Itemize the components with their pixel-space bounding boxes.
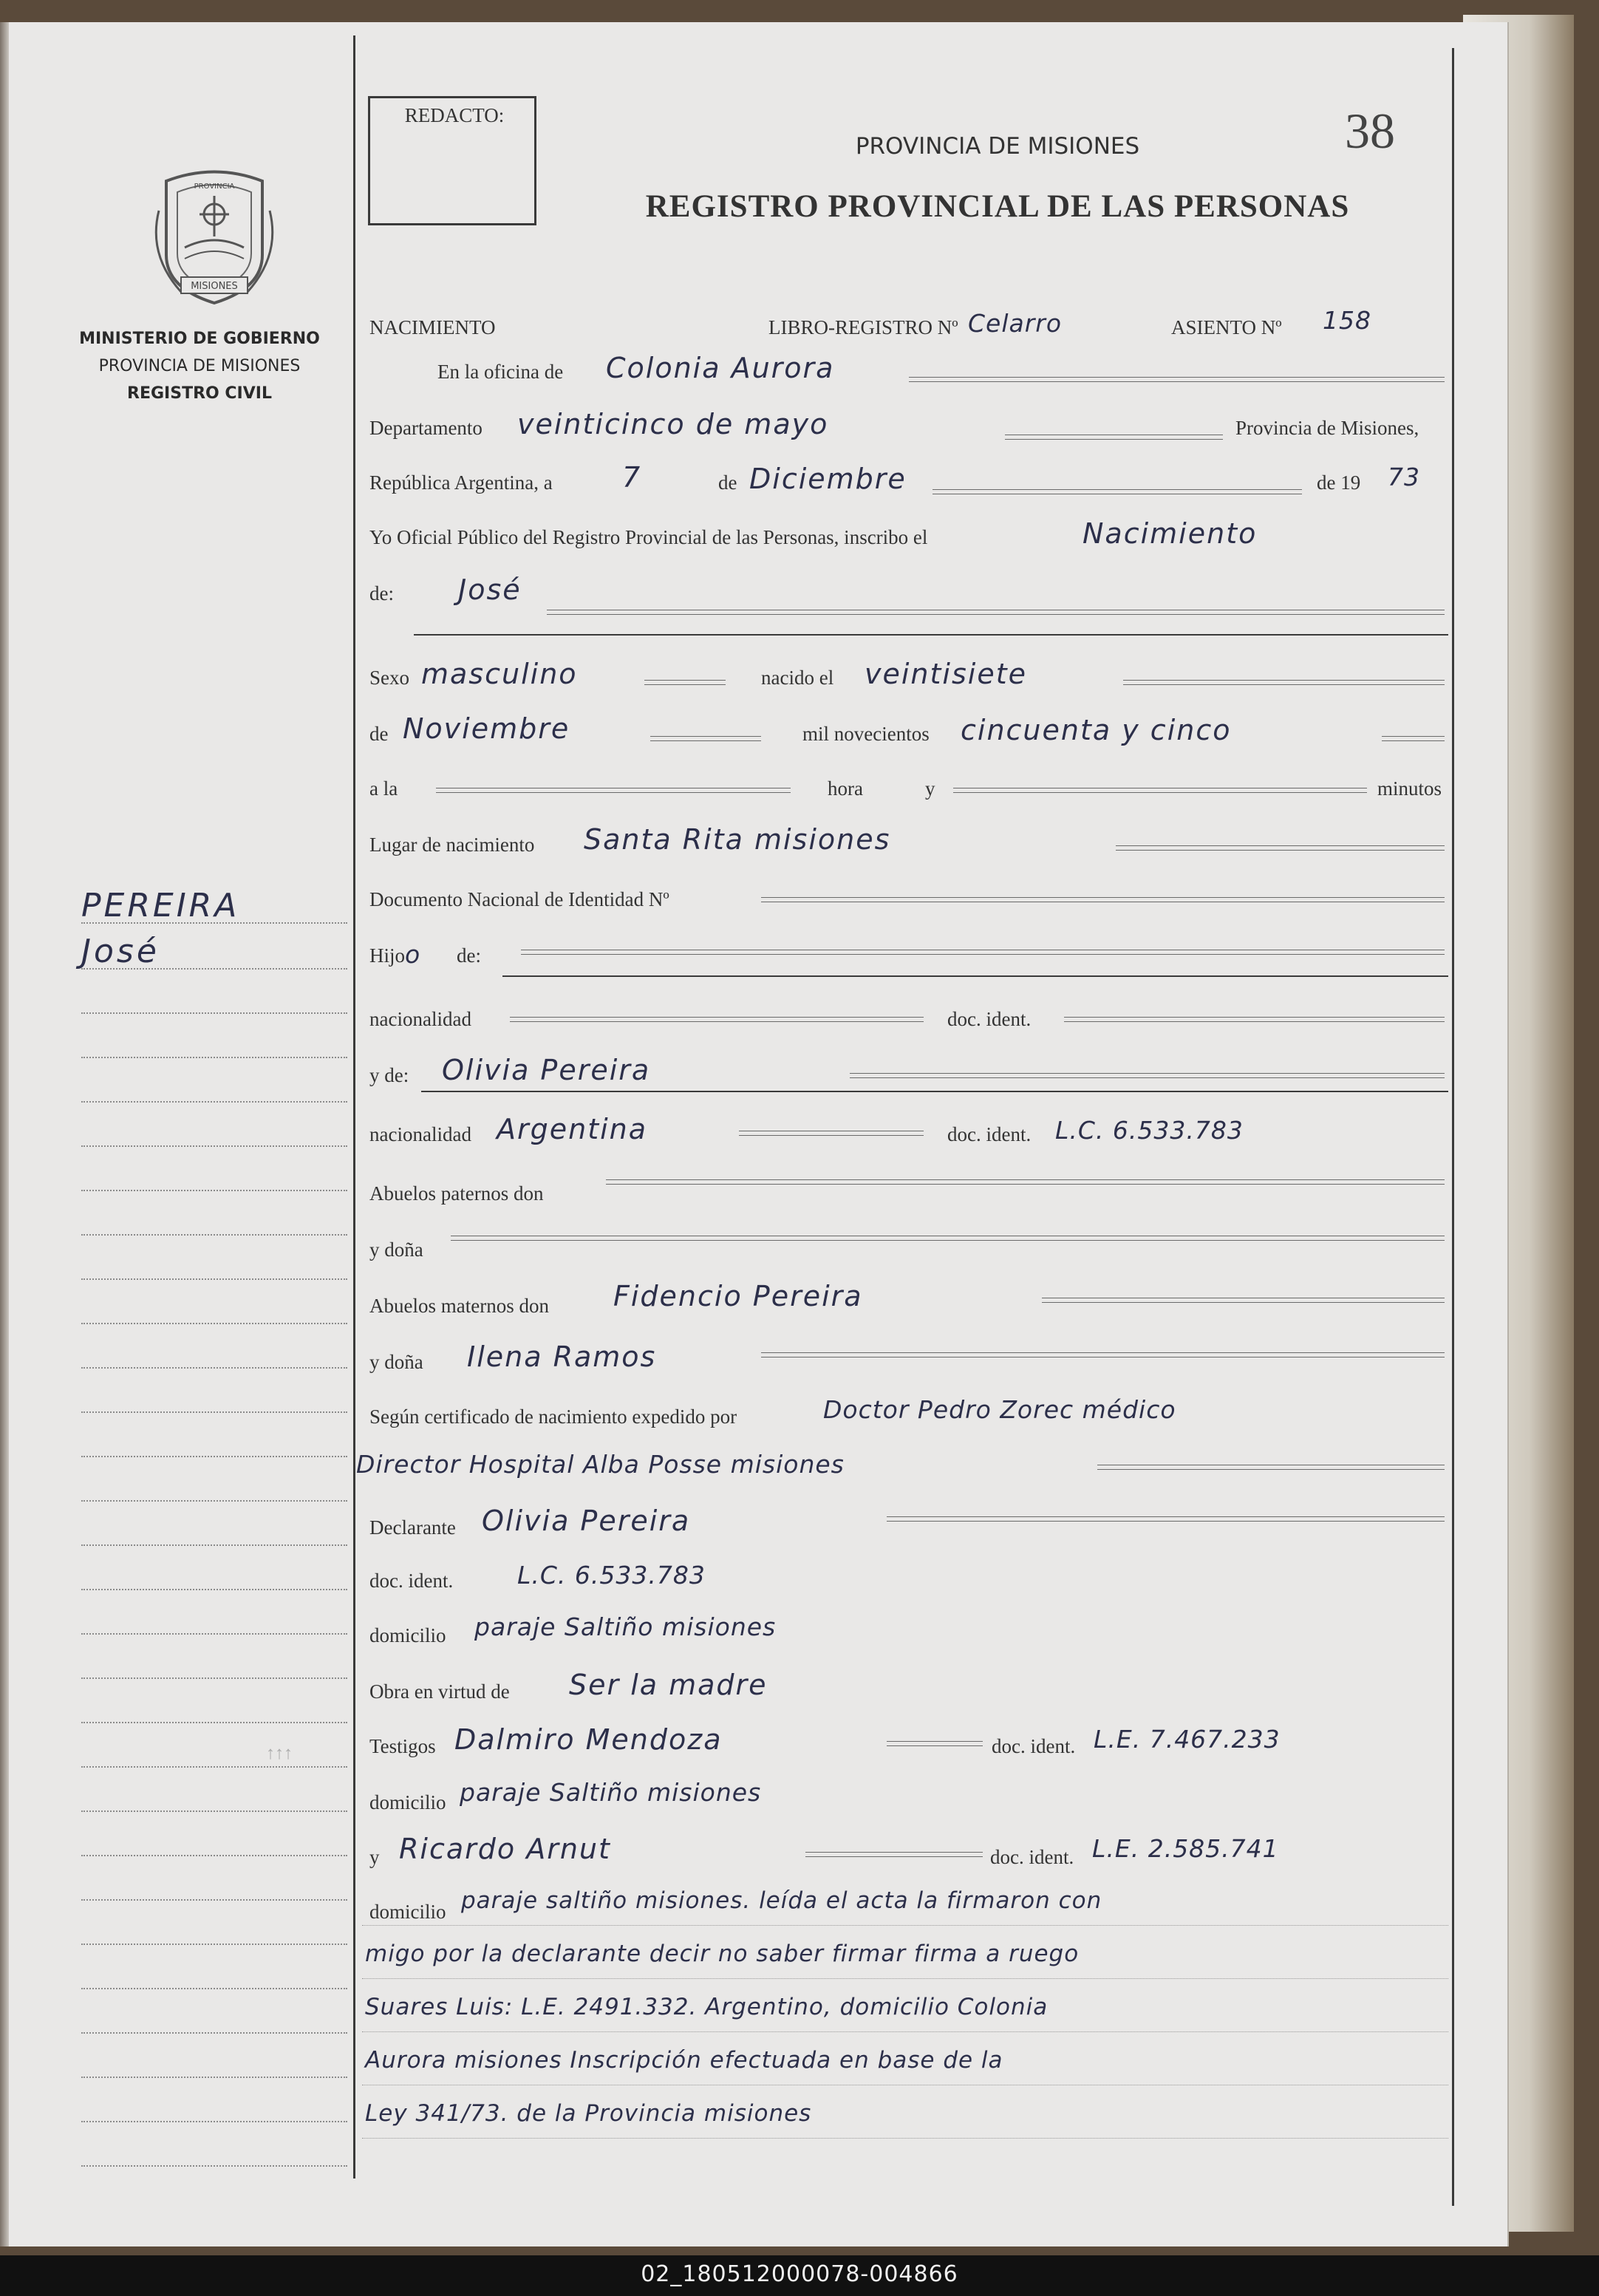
fill-line bbox=[650, 736, 761, 741]
registry-heading: REGISTRO PROVINCIAL DE LAS PERSONAS bbox=[645, 189, 1350, 224]
fill-line bbox=[1005, 435, 1223, 440]
hijo-mark: o bbox=[405, 940, 421, 969]
minutos-label: minutos bbox=[1377, 777, 1442, 800]
fill-line bbox=[805, 1852, 983, 1857]
nacido-mes-value: Noviembre bbox=[403, 712, 570, 745]
provincia-label: Provincia de Misiones, bbox=[1235, 417, 1419, 439]
madre-doc-value: L.C. 6.533.783 bbox=[1055, 1116, 1244, 1145]
fill-line bbox=[850, 1073, 1445, 1078]
margin-dotted-line bbox=[81, 1456, 347, 1457]
y-testigo-label: y bbox=[369, 1846, 380, 1868]
nota-line-5: Ley 341/73. de la Provincia misiones bbox=[365, 2100, 812, 2127]
documento-label: Documento Nacional de Identidad Nº bbox=[369, 888, 669, 910]
fill-line bbox=[1123, 680, 1445, 685]
oficial-text: Yo Oficial Público del Registro Provincial de las Personas, inscribo el bbox=[369, 526, 928, 548]
testigo2-doc-value: L.E. 2.585.741 bbox=[1092, 1834, 1279, 1863]
de-label: de bbox=[718, 471, 737, 494]
margin-dotted-line bbox=[81, 1722, 347, 1723]
margin-dotted-line bbox=[81, 1190, 347, 1191]
abuelos-maternos-label: Abuelos maternos don bbox=[369, 1295, 549, 1317]
obra-value: Ser la madre bbox=[569, 1669, 768, 1701]
nombre-value: José bbox=[458, 573, 522, 606]
margin-dotted-line bbox=[81, 1367, 347, 1369]
margin-dotted-line bbox=[81, 1145, 347, 1147]
province-heading: PROVINCIA DE MISIONES bbox=[855, 133, 1140, 160]
margin-dotted-line bbox=[81, 2077, 347, 2078]
margin-dotted-line bbox=[81, 1101, 347, 1103]
margin-dotted-line bbox=[81, 1012, 347, 1014]
libro-registro-label: LIBRO-REGISTRO Nº bbox=[768, 316, 958, 338]
nota-line-1: paraje saltiño misiones. leída el acta la firmaron con bbox=[461, 1887, 1102, 1914]
sexo-label: Sexo bbox=[369, 667, 409, 689]
madre-nacionalidad-value: Argentina bbox=[497, 1113, 648, 1145]
ministry-line-1: MINISTERIO DE GOBIERNO bbox=[79, 330, 320, 348]
abuelo-materno-value: Fidencio Pereira bbox=[613, 1280, 863, 1312]
note-guide-line bbox=[362, 2031, 1448, 2032]
testigo1-doc-value: L.E. 7.467.233 bbox=[1094, 1725, 1281, 1754]
ministry-line-2: PROVINCIA DE MISIONES bbox=[98, 357, 301, 375]
fill-line bbox=[933, 489, 1302, 494]
y-de-label: y de: bbox=[369, 1064, 409, 1086]
asiento-value: 158 bbox=[1323, 306, 1371, 335]
margin-dotted-line bbox=[81, 1633, 347, 1635]
nacido-label: nacido el bbox=[761, 667, 834, 689]
footer-bar bbox=[0, 2255, 1599, 2296]
section-rule bbox=[502, 975, 1448, 977]
lugar-value: Santa Rita misiones bbox=[584, 823, 891, 856]
testigo1-value: Dalmiro Mendoza bbox=[454, 1723, 723, 1756]
section-rule bbox=[421, 1091, 1448, 1092]
madre-nacionalidad-label: nacionalidad bbox=[369, 1123, 471, 1145]
acto-value: Nacimiento bbox=[1083, 517, 1258, 550]
testigo2-doc-label: doc. ident. bbox=[990, 1846, 1074, 1868]
note-guide-line bbox=[362, 1925, 1448, 1926]
asiento-label: ASIENTO Nº bbox=[1171, 316, 1282, 338]
anio-value: 73 bbox=[1388, 463, 1420, 491]
section-rule bbox=[414, 634, 1448, 636]
margin-dotted-line bbox=[81, 1323, 347, 1324]
fill-line bbox=[436, 788, 791, 793]
certificado-label: Según certificado de nacimiento expedido por bbox=[369, 1406, 737, 1428]
mil-novecientos-label: mil novecientos bbox=[802, 723, 930, 745]
binding-fold bbox=[0, 22, 9, 2246]
margin-given-name: José bbox=[81, 933, 160, 970]
note-guide-line bbox=[362, 2138, 1448, 2139]
fill-line bbox=[644, 680, 726, 685]
declarante-domicilio-label: domicilio bbox=[369, 1624, 446, 1646]
abuela-materna-value: Ilena Ramos bbox=[467, 1341, 657, 1373]
testigo2-value: Ricardo Arnut bbox=[399, 1833, 611, 1865]
margin-dotted-line bbox=[81, 1500, 347, 1502]
hora-label: hora bbox=[828, 777, 863, 800]
margin-dotted-line bbox=[81, 1234, 347, 1236]
anio-label: de 19 bbox=[1317, 471, 1361, 494]
seal-top-text: PROVINCIA bbox=[194, 183, 235, 191]
fill-line bbox=[521, 950, 1445, 955]
hijo-suffix: de: bbox=[457, 944, 481, 967]
margin-dotted-line bbox=[81, 1411, 347, 1413]
mes-value: Diciembre bbox=[749, 463, 907, 495]
departamento-label: Departamento bbox=[369, 417, 483, 439]
ministry-line-3: REGISTRO CIVIL bbox=[127, 384, 272, 403]
nacido-dia-value: veintisiete bbox=[865, 658, 1027, 690]
nota-line-3: Suares Luis: L.E. 2491.332. Argentino, domicilio Colonia bbox=[365, 1994, 1049, 2020]
margin-dotted-line bbox=[81, 2165, 347, 2167]
nacimiento-label: NACIMIENTO bbox=[369, 316, 496, 338]
fill-line bbox=[510, 1017, 924, 1022]
margin-dotted-line bbox=[81, 2032, 347, 2034]
province-seal-icon bbox=[151, 166, 277, 307]
margin-dotted-line bbox=[81, 1677, 347, 1679]
certificado-value: Doctor Pedro Zorec médico bbox=[823, 1395, 1176, 1424]
margin-dotted-line bbox=[81, 1899, 347, 1901]
margin-rule bbox=[353, 35, 355, 2179]
abuela-materna-label: y doña bbox=[369, 1351, 423, 1373]
fill-line bbox=[1042, 1298, 1445, 1303]
de-colon-label: de: bbox=[369, 582, 394, 604]
dia-value: 7 bbox=[622, 461, 642, 494]
page-number: 38 bbox=[1345, 103, 1395, 159]
madre-value: Olivia Pereira bbox=[442, 1054, 651, 1086]
margin-dotted-line bbox=[81, 1057, 347, 1058]
seal-bottom-text: MISIONES bbox=[191, 281, 238, 292]
margin-dotted-line bbox=[81, 1855, 347, 1856]
redacto-label: REDACTO: bbox=[404, 104, 505, 126]
margin-dotted-line bbox=[81, 1544, 347, 1546]
declarante-value: Olivia Pereira bbox=[482, 1505, 691, 1537]
fill-line bbox=[761, 897, 1445, 902]
fill-line bbox=[1382, 736, 1445, 741]
faint-stamp: ↑↑↑ bbox=[266, 1744, 293, 1763]
footer-id: 02_180512000078-004866 bbox=[641, 2261, 958, 2287]
hijo-label: Hijo bbox=[369, 944, 406, 967]
margin-dotted-line bbox=[81, 922, 347, 924]
declarante-domicilio-value: paraje Saltiño misiones bbox=[474, 1612, 777, 1641]
fill-line bbox=[606, 1179, 1445, 1185]
sexo-value: masculino bbox=[421, 658, 578, 690]
fill-line bbox=[909, 377, 1445, 382]
fill-line bbox=[1064, 1017, 1445, 1022]
note-guide-line bbox=[362, 1978, 1448, 1979]
testigos-label: Testigos bbox=[369, 1735, 436, 1757]
departamento-value: veinticinco de mayo bbox=[517, 408, 829, 440]
margin-dotted-line bbox=[81, 1810, 347, 1812]
margin-dotted-line bbox=[81, 2121, 347, 2122]
oficina-label: En la oficina de bbox=[437, 361, 564, 383]
nota-line-4: Aurora misiones Inscripción efectuada en base de la bbox=[365, 2047, 1003, 2074]
de-mes-label: de bbox=[369, 723, 389, 745]
libro-registro-value: Celarro bbox=[968, 309, 1063, 338]
nota-line-2: migo por la declarante decir no saber firmar firma a ruego bbox=[365, 1941, 1080, 1967]
margin-dotted-line bbox=[81, 1988, 347, 1989]
testigo1-doc-label: doc. ident. bbox=[992, 1735, 1076, 1757]
fill-line bbox=[887, 1741, 983, 1746]
fill-line bbox=[953, 788, 1367, 793]
fill-line bbox=[547, 610, 1445, 615]
declarante-doc-value: L.C. 6.533.783 bbox=[517, 1561, 706, 1590]
redacto-box bbox=[368, 96, 536, 225]
testigo1-domicilio-value: paraje Saltiño misiones bbox=[460, 1778, 762, 1807]
declarante-label: Declarante bbox=[369, 1516, 456, 1539]
oficina-value: Colonia Aurora bbox=[606, 352, 835, 384]
margin-surname: PEREIRA bbox=[81, 887, 240, 924]
certificado-cont-value: Director Hospital Alba Posse misiones bbox=[356, 1450, 845, 1479]
right-rule bbox=[1452, 48, 1454, 2206]
fill-line bbox=[761, 1352, 1445, 1357]
margin-dotted-line bbox=[81, 1278, 347, 1280]
a-la-label: a la bbox=[369, 777, 398, 800]
fill-line bbox=[739, 1131, 924, 1136]
fill-line bbox=[1097, 1465, 1445, 1470]
abuelos-paternos-label: Abuelos paternos don bbox=[369, 1182, 544, 1205]
abuela-paterna-label: y doña bbox=[369, 1239, 423, 1261]
ministry-block bbox=[52, 325, 347, 407]
madre-doc-label: doc. ident. bbox=[947, 1123, 1032, 1145]
testigo2-domicilio-label: domicilio bbox=[369, 1901, 446, 1923]
obra-label: Obra en virtud de bbox=[369, 1680, 510, 1703]
declarante-doc-label: doc. ident. bbox=[369, 1570, 454, 1592]
registry-page bbox=[0, 22, 1509, 2246]
margin-dotted-line bbox=[81, 1766, 347, 1768]
y-label: y bbox=[925, 777, 935, 800]
margin-dotted-line bbox=[81, 1944, 347, 1945]
fill-line bbox=[887, 1516, 1445, 1522]
lugar-label: Lugar de nacimiento bbox=[369, 834, 535, 856]
testigo1-domicilio-label: domicilio bbox=[369, 1791, 446, 1813]
margin-dotted-line bbox=[81, 968, 347, 970]
margin-dotted-line bbox=[81, 1589, 347, 1590]
fill-line bbox=[1116, 845, 1445, 851]
padre-nacionalidad-label: nacionalidad bbox=[369, 1008, 471, 1030]
fill-line bbox=[451, 1236, 1445, 1241]
padre-doc-label: doc. ident. bbox=[947, 1008, 1032, 1030]
nacido-anio-value: cincuenta y cinco bbox=[961, 714, 1232, 746]
republica-label: República Argentina, a bbox=[369, 471, 553, 494]
